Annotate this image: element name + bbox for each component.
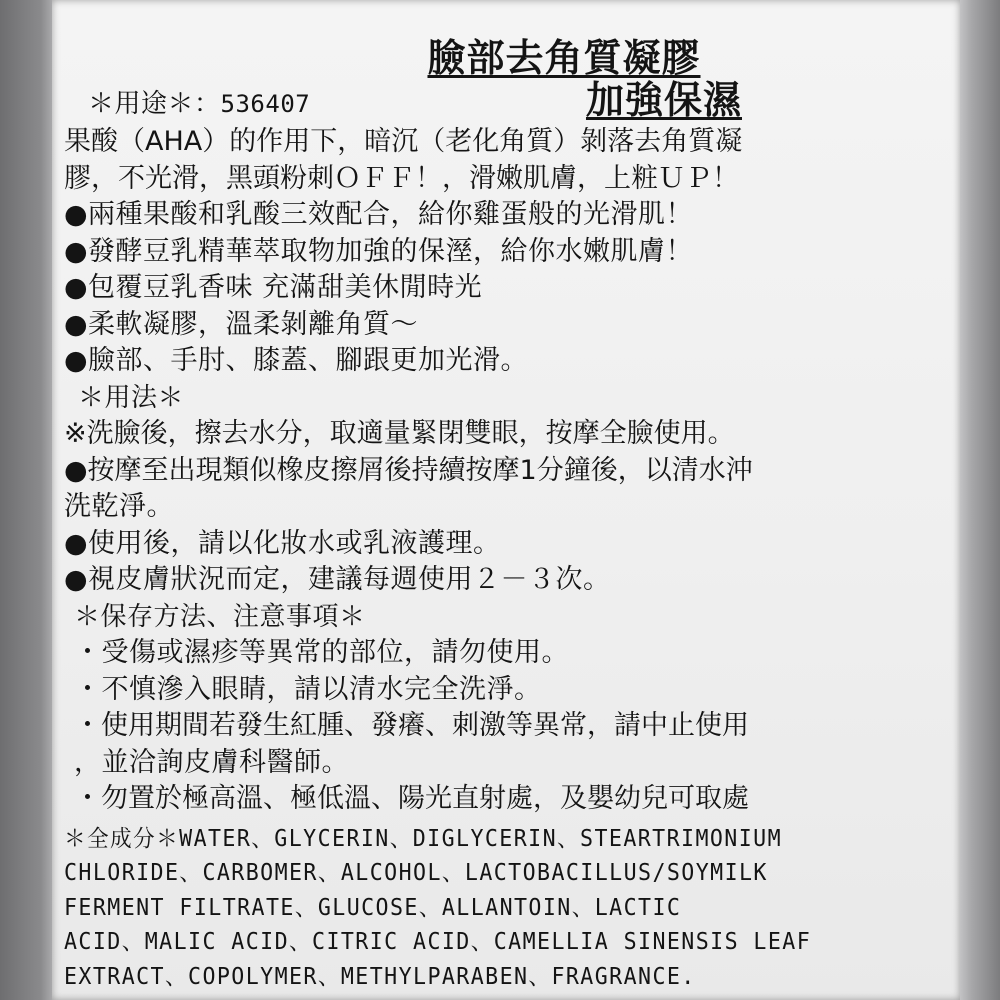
usage-heading — [88, 86, 310, 123]
directions-line: 洗乾淨。 — [64, 491, 174, 522]
caution-list — [64, 635, 954, 818]
feature-item: ●包覆豆乳香味 充滿甜美休閒時光 — [64, 272, 483, 303]
usage-row — [64, 80, 954, 124]
label-title: 臉部去角質凝膠 — [427, 36, 701, 80]
directions-line: ●使用後，請以化妝水或乳液護理。 — [64, 527, 501, 559]
directions-line: ●視皮膚狀況而定，建議每週使用２－３次。 — [64, 564, 611, 595]
directions-list — [64, 416, 954, 599]
caution-line: ・不慎滲入眼睛，請以清水完全洗淨。 — [74, 673, 542, 705]
ingredients-line: FERMENT FILTRATE、GLUCOSE、ALLANTOIN、LACTIC — [64, 894, 682, 921]
label-subtitle: 加強保濕 — [585, 78, 742, 122]
description-line: 膠，不光滑，黑頭粉刺ＯＦＦ！，滑嫩肌膚，上粧ＵＰ！ — [64, 162, 739, 194]
description-line: 果酸（AHA）的作用下，暗沉（老化角質）剝落去角質凝 — [64, 126, 743, 157]
caution-line: ・使用期間若發生紅腫、發癢、刺激等異常，請中止使用 — [74, 710, 749, 741]
caution-line: ・勿置於極高溫、極低溫、陽光直射處，及嬰幼兒可取處 — [74, 783, 749, 814]
caution-line: ，並洽詢皮膚科醫師。 — [74, 746, 349, 778]
label-body — [64, 36, 954, 994]
directions-heading: ＊用法＊ — [78, 382, 185, 413]
ingredients-line: EXTRACT、COPOLYMER、METHYLPARABEN、FRAGRANCE. — [64, 963, 696, 990]
ingredients — [64, 822, 901, 995]
usage-heading-label: ＊用途＊： — [88, 89, 221, 119]
feature-item: ●發酵豆乳精華萃取物加強的保溼，給你水嫩肌膚！ — [64, 235, 694, 267]
ingredients-line: CHLORIDE、CARBOMER、ALCOHOL、LACTOBACILLUS/SOYMILK — [64, 860, 768, 886]
directions-line: ●按摩至出現類似橡皮擦屑後持續按摩1分鐘後，以清水沖 — [64, 454, 753, 486]
background-left — [0, 0, 58, 1000]
product-code: 536407 — [220, 90, 311, 118]
caution-heading: ＊保存方法、注意事項＊ — [74, 601, 366, 632]
caution-line: ・受傷或濕疹等異常的部位，請勿使用。 — [74, 637, 569, 668]
feature-list — [64, 197, 954, 380]
directions-line: ※洗臉後，擦去水分，取適量緊閉雙眼，按摩全臉使用。 — [64, 418, 735, 449]
feature-item: ●臉部、手肘、膝蓋、腳跟更加光滑。 — [64, 345, 529, 376]
description — [64, 124, 954, 197]
feature-item: ●柔軟凝膠，溫柔剝離角質～ — [64, 308, 419, 340]
product-label — [52, 0, 960, 1000]
feature-item: ●兩種果酸和乳酸三效配合，給你雞蛋般的光滑肌！ — [64, 199, 694, 230]
ingredients-line: ACID、MALIC ACID、CITRIC ACID、CAMELLIA SINENSIS LEAF — [64, 929, 812, 955]
ingredients-line: ＊全成分＊WATER、GLYCERIN、DIGLYCERIN、STEARTRIMONIUM — [64, 825, 783, 852]
